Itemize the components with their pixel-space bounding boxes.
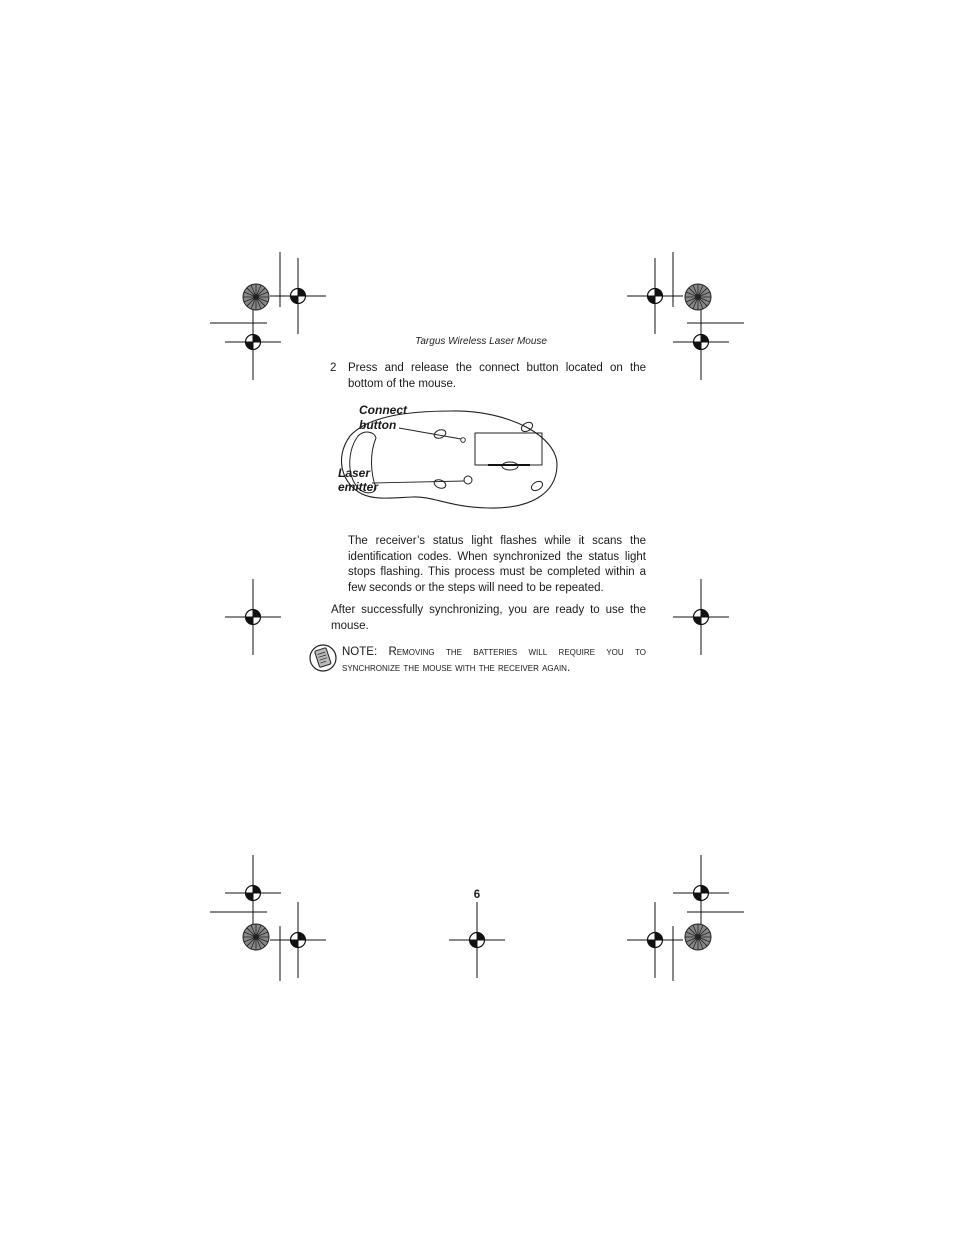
crosshair-mark	[449, 902, 505, 978]
laser-emitter-label-line2: emitter	[338, 480, 379, 494]
step-text: Press and release the connect button located on the bottom of the mouse.	[348, 362, 646, 390]
crosshair-mark	[225, 855, 281, 931]
crosshair-mark	[673, 855, 729, 931]
crosshair-mark	[270, 902, 326, 978]
laser-emitter-label-line1: Laser	[338, 466, 371, 480]
connect-button-label-line1: Connect	[359, 403, 407, 417]
crosshair-mark	[627, 902, 683, 978]
connect-button-mark	[461, 438, 466, 443]
starburst-mark	[243, 924, 269, 950]
note-icon	[309, 643, 337, 673]
note-text: NOTE: Removing the batteries will require you to synchronize the mouse with the receiver again.	[342, 646, 646, 674]
step-number: 2	[330, 362, 337, 374]
crosshair-mark	[270, 258, 326, 334]
starburst-mark	[685, 284, 711, 310]
connect-button-label-line2: button	[359, 418, 397, 432]
starburst-mark	[685, 924, 711, 950]
crosshair-mark	[225, 304, 281, 380]
battery-compartment	[475, 433, 542, 465]
crosshair-mark	[627, 258, 683, 334]
starburst-mark	[243, 284, 269, 310]
crosshair-mark	[673, 304, 729, 380]
sync-paragraph: The receiver’s status light flashes while it scans the identification codes. When synchronized the status light stops flashing. This process must be completed within a few seconds or the steps will need to be repeated.	[348, 535, 646, 594]
running-title: Targus Wireless Laser Mouse	[415, 336, 547, 347]
ready-paragraph: After successfully synchronizing, you are ready to use the mouse.	[331, 604, 646, 632]
step-2	[330, 360, 646, 392]
page-number: 6	[473, 889, 481, 901]
crosshair-mark	[673, 579, 729, 655]
laser-emitter-mark	[464, 476, 472, 484]
crosshair-mark	[225, 579, 281, 655]
mouse-bottom-diagram	[330, 398, 570, 516]
